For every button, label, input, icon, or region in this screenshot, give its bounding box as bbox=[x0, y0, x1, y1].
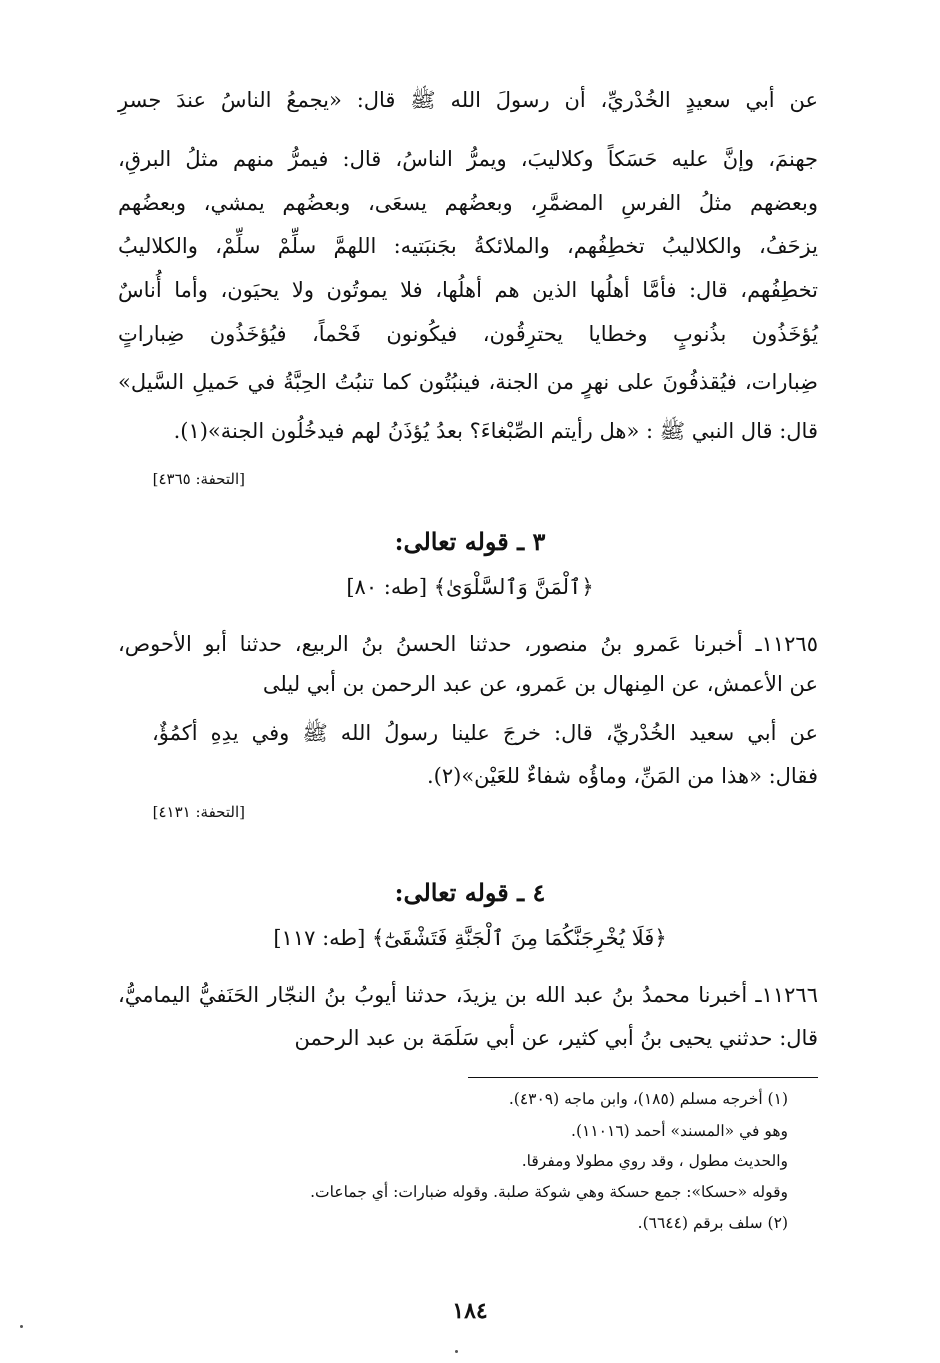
section-heading: ٤ ـ قوله تعالى: bbox=[394, 878, 546, 907]
footnote-line: والحديث مطول ، وقد روي مطولا ومفرقا. bbox=[521, 1152, 788, 1170]
quran-verse: ﴿ٱلْمَنَّ وَٱلسَّلْوَىٰ﴾ [طه: ٨٠] bbox=[346, 575, 594, 599]
scan-speck bbox=[455, 1350, 458, 1353]
hadith-text-line: ضِبارات، فيُقذفُونَ على نهرٍ من الجنة، فينبُتُون كما تنبُتُ الحِبَّةُ في حَميلِ السَّيل» bbox=[118, 370, 818, 394]
tuhfa-reference: [التحفة: ٤١٣١] bbox=[152, 803, 245, 821]
footnote-line: وهو في «المسند» أحمد (١١٠١٦). bbox=[571, 1122, 788, 1140]
footnote-separator bbox=[468, 1077, 818, 1078]
hadith-text-line: قال: قال النبي ﷺ : «هل رأيتم الصِّبْغاءَ؟ بعدُ يُؤذَنُ لهم فيدخُلُون الجنة»(١). bbox=[173, 419, 818, 443]
hadith-text-line: وبعضهم مثلُ الفرسِ المضمَّرِ، وبعضُهم يسعَى، وبعضُهم يمشي، وبعضُهم bbox=[118, 191, 818, 215]
footnote-line: (١) أخرجه مسلم (١٨٥)، وابن ماجه (٤٣٠٩). bbox=[508, 1090, 788, 1108]
hadith-text-line: تخطِفُهم، قال: فأمَّا أهلُها الذين هم أهلُها، فلا يموتُون ولا يحيَون، وأما أُناسٌ bbox=[118, 278, 818, 302]
hadith-text-line: عن الأعمش، عن المِنهال بن عَمرو، عن عبد الرحمن بن أبي ليلى bbox=[262, 672, 818, 696]
hadith-text-line: عن أبي سعيد الخُدْريِّ، قال: خرجَ علينا رسولُ الله ﷺ وفي يدِهِ أكمُؤٌ، bbox=[152, 721, 818, 745]
hadith-text-line: ١١٢٦٥ـ أخبرنا عَمرو بنُ منصور، حدثنا الحسنُ بنُ الربيع، حدثنا أبو الأحوص، bbox=[118, 632, 818, 656]
hadith-text-line: جهنمَ، وإنَّ عليه حَسَكاً وكلاليبَ، ويمرُّ الناسُ، قال: فيمرُّ منهم مثلُ البرقِ، bbox=[118, 147, 818, 171]
footnote-line: (٢) سلف برقم (٦٦٤٤). bbox=[637, 1214, 788, 1232]
footnote-line: وقوله «حسكا»: جمع حسكة وهي شوكة صلبة. وقوله ضبارات: أي جماعات. bbox=[310, 1183, 788, 1201]
hadith-text-line: يزحَفُ، والكلاليبُ تخطِفُهم، والملائكةُ بجَنبَتيه: اللهمَّ سلِّمْ سلِّمْ، والكلاليبُ bbox=[118, 234, 818, 258]
page-number: ١٨٤ bbox=[452, 1298, 488, 1324]
quran-verse: ﴿فَلَا يُخْرِجَنَّكُمَا مِنَ ٱلْجَنَّةِ فَتَشْقَىٰٓ﴾ [طه: ١١٧] bbox=[273, 926, 667, 950]
tuhfa-reference: [التحفة: ٤٣٦٥] bbox=[152, 470, 245, 488]
hadith-text-line: قال: حدثني يحيى بنُ أبي كثير، عن أبي سَلَمَة بن عبد الرحمن bbox=[294, 1026, 818, 1050]
hadith-text-line: عن أبي سعيدٍ الخُدْريِّ، أن رسولَ الله ﷺ قال: «يجمعُ الناسُ عندَ جسرِ bbox=[118, 88, 818, 112]
hadith-text-line: ١١٢٦٦ـ أخبرنا محمدُ بنُ عبد الله بن يزيدَ، حدثنا أيوبُ بنُ النجّار الحَنَفيُّ اليماميُّ، bbox=[118, 983, 818, 1007]
section-heading: ٣ ـ قوله تعالى: bbox=[394, 527, 546, 556]
hadith-text-line: فقال: «هذا من المَنِّ، وماؤُه شفاءٌ للعَيْن»(٢). bbox=[426, 764, 818, 788]
scan-speck bbox=[20, 1325, 23, 1328]
hadith-text-line: يُؤخَذُون بذُنوبٍ وخطايا يحترِقُون، فيكُونون فَحْماً، فيُؤخَذُون ضِباراتٍ bbox=[118, 322, 818, 346]
